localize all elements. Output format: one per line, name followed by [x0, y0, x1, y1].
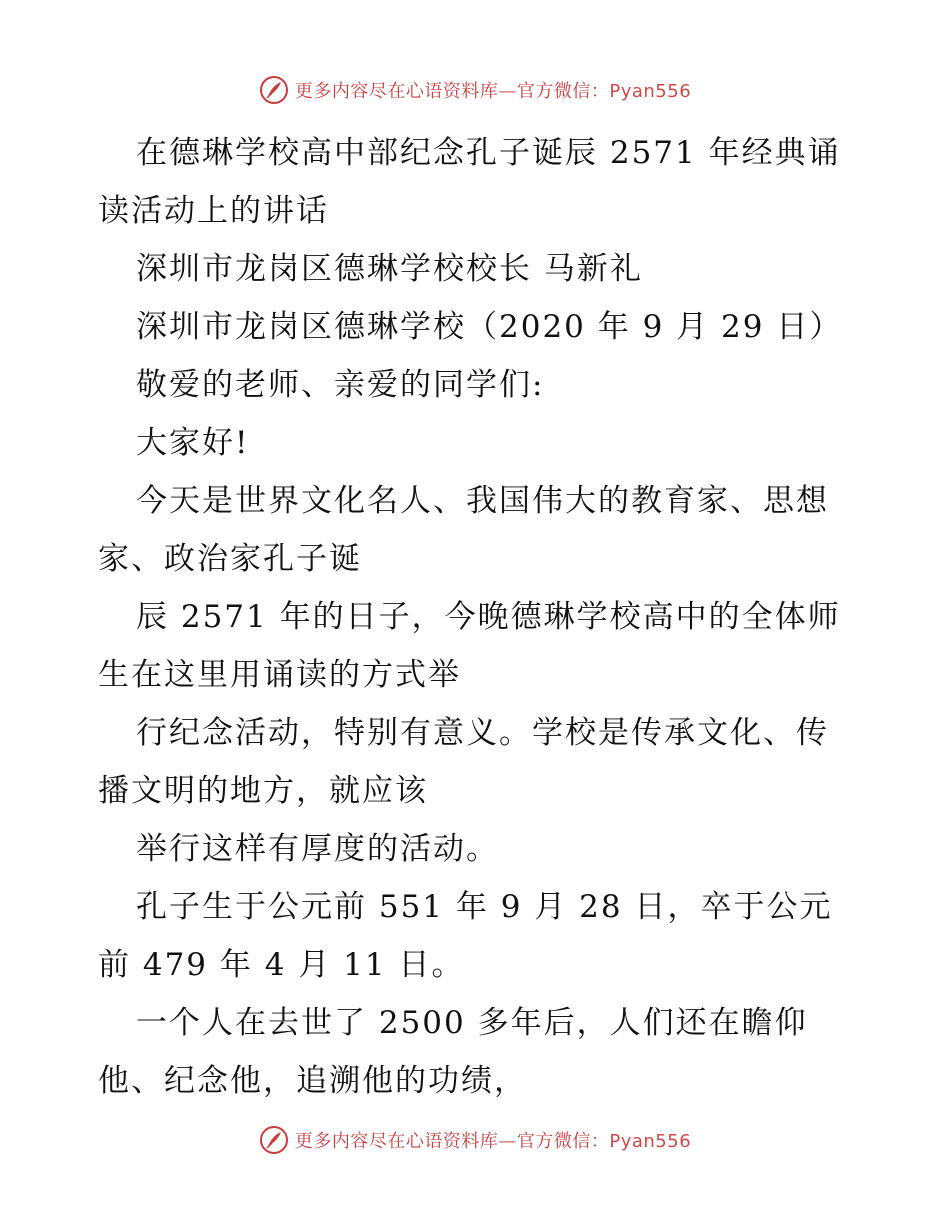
greeting: 大家好! [136, 425, 250, 461]
banner-separator: — [498, 1131, 517, 1152]
document-body [98, 124, 858, 1110]
speaker-line: 深圳市龙岗区德琳学校校长 马新礼 [136, 251, 643, 287]
header-banner [0, 70, 950, 110]
date-line: 深圳市龙岗区德琳学校（2020 年 9 月 29 日） [136, 309, 843, 345]
footer-banner [0, 1120, 950, 1160]
body-paragraph: 一个人在去世了 2500 多年后，人们还在瞻仰他、纪念他，追溯他的功绩， [98, 1005, 808, 1099]
banner-wechat-id: Pyan556 [609, 1131, 692, 1152]
banner-wechat-id: Pyan556 [609, 81, 692, 102]
banner-text [295, 77, 691, 103]
quill-logo-icon [259, 1125, 289, 1155]
banner-wechat-label: 官方微信： [516, 81, 610, 102]
body-paragraph: 孔子生于公元前 551 年 9 月 28 日，卒于公元前 479 年 4 月 11 日。 [98, 889, 833, 983]
body-paragraph: 今天是世界文化名人、我国伟大的教育家、思想家、政治家孔子诞 [98, 483, 829, 577]
banner-site: 更多内容尽在心语资料库 [294, 81, 499, 102]
banner-separator: — [498, 81, 517, 102]
banner-wechat-label: 官方微信： [516, 1131, 610, 1152]
banner-text [295, 1127, 691, 1153]
banner-site: 更多内容尽在心语资料库 [294, 1131, 499, 1152]
body-paragraph: 举行这样有厚度的活动。 [136, 831, 499, 867]
speech-title: 在德琳学校高中部纪念孔子诞辰 2571 年经典诵读活动上的讲话 [98, 135, 841, 229]
body-paragraph: 行纪念活动，特别有意义。学校是传承文化、传播文明的地方，就应该 [98, 715, 829, 809]
salutation: 敬爱的老师、亲爱的同学们: [136, 367, 545, 403]
quill-logo-icon [259, 75, 289, 105]
body-paragraph: 辰 2571 年的日子，今晚德琳学校高中的全体师生在这里用诵读的方式举 [98, 599, 841, 693]
